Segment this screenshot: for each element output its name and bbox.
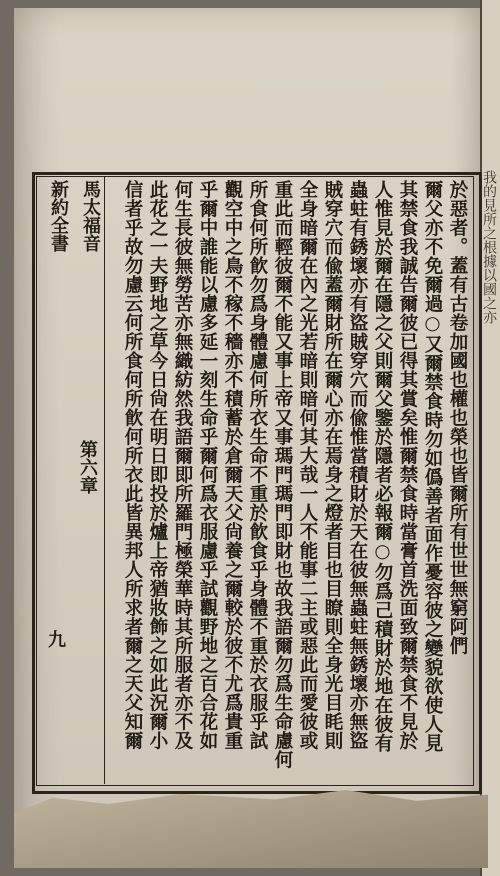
text-column: 其禁食我誠告爾彼已得其賞矣惟爾禁食時當膏首洗面致爾禁食不見於 xyxy=(397,180,418,750)
text-column: 於惡者。蓋有古卷加國也權也榮也皆爾所有世世無窮阿們 xyxy=(447,180,468,655)
text-column: 蟲蛀有銹壞亦有盜賊穿穴而偸惟當積財於天在彼無蟲蛀無銹壞亦無盜 xyxy=(347,180,368,750)
text-column: 乎爾中誰能以慮多延一刻生命乎爾何爲衣服慮乎試觀野地之百合花如 xyxy=(197,180,218,750)
text-column: 全身暗爾在內之光若暗則暗何其大哉一人不能事二主或惡此而愛彼或 xyxy=(297,180,318,750)
text-column: 觀空中之鳥不稼不穡亦不積蓄於倉爾天父尙養之爾較於彼不尤爲貴重 xyxy=(222,180,243,750)
running-title: 新約全書 xyxy=(48,180,69,252)
text-column: 爾父亦不免爾過○又爾禁食時勿如僞善者面作憂容彼之變貌欲使人見 xyxy=(422,180,443,753)
scripture-body xyxy=(110,180,470,780)
text-column: 何生長彼無勞苦亦無織紡然我語爾即所羅門極榮華時其所服者亦不及 xyxy=(172,180,193,750)
text-column: 人惟見於爾在隱之父則爾父鑒於隱者必報爾○勿爲己積財於地在彼有 xyxy=(372,180,393,753)
text-column: 信者乎故勿慮云何所食何所飮何所衣此皆異邦人所求者爾之天父知爾 xyxy=(122,180,143,750)
adjacent-page-text: 我的見所之根據以國之亦 xyxy=(481,170,497,324)
book-title: 馬太福音 xyxy=(80,180,101,252)
torn-page-corner xyxy=(14,790,488,868)
text-column: 此花之一夫野地之草今日尙在明日即投於爐上帝猶妝飾之如此況爾小 xyxy=(147,180,168,750)
text-column: 所食何所飮勿爲身體慮何所衣生命不重於飮食乎身體不重於衣服乎試 xyxy=(247,180,268,750)
adjacent-page-edge xyxy=(480,0,500,876)
page-number: 九 xyxy=(45,630,66,648)
text-column: 賊穿穴而偸蓋爾財所在爾心亦在焉身之燈者目也目瞭則全身光目眊則 xyxy=(322,180,343,750)
chapter-label: 第六章 xyxy=(77,440,98,494)
text-column: 重此而輕彼爾不能又事上帝又事瑪門瑪門即財也故我語爾勿爲生命慮何 xyxy=(272,180,293,769)
margin-divider xyxy=(104,176,105,784)
